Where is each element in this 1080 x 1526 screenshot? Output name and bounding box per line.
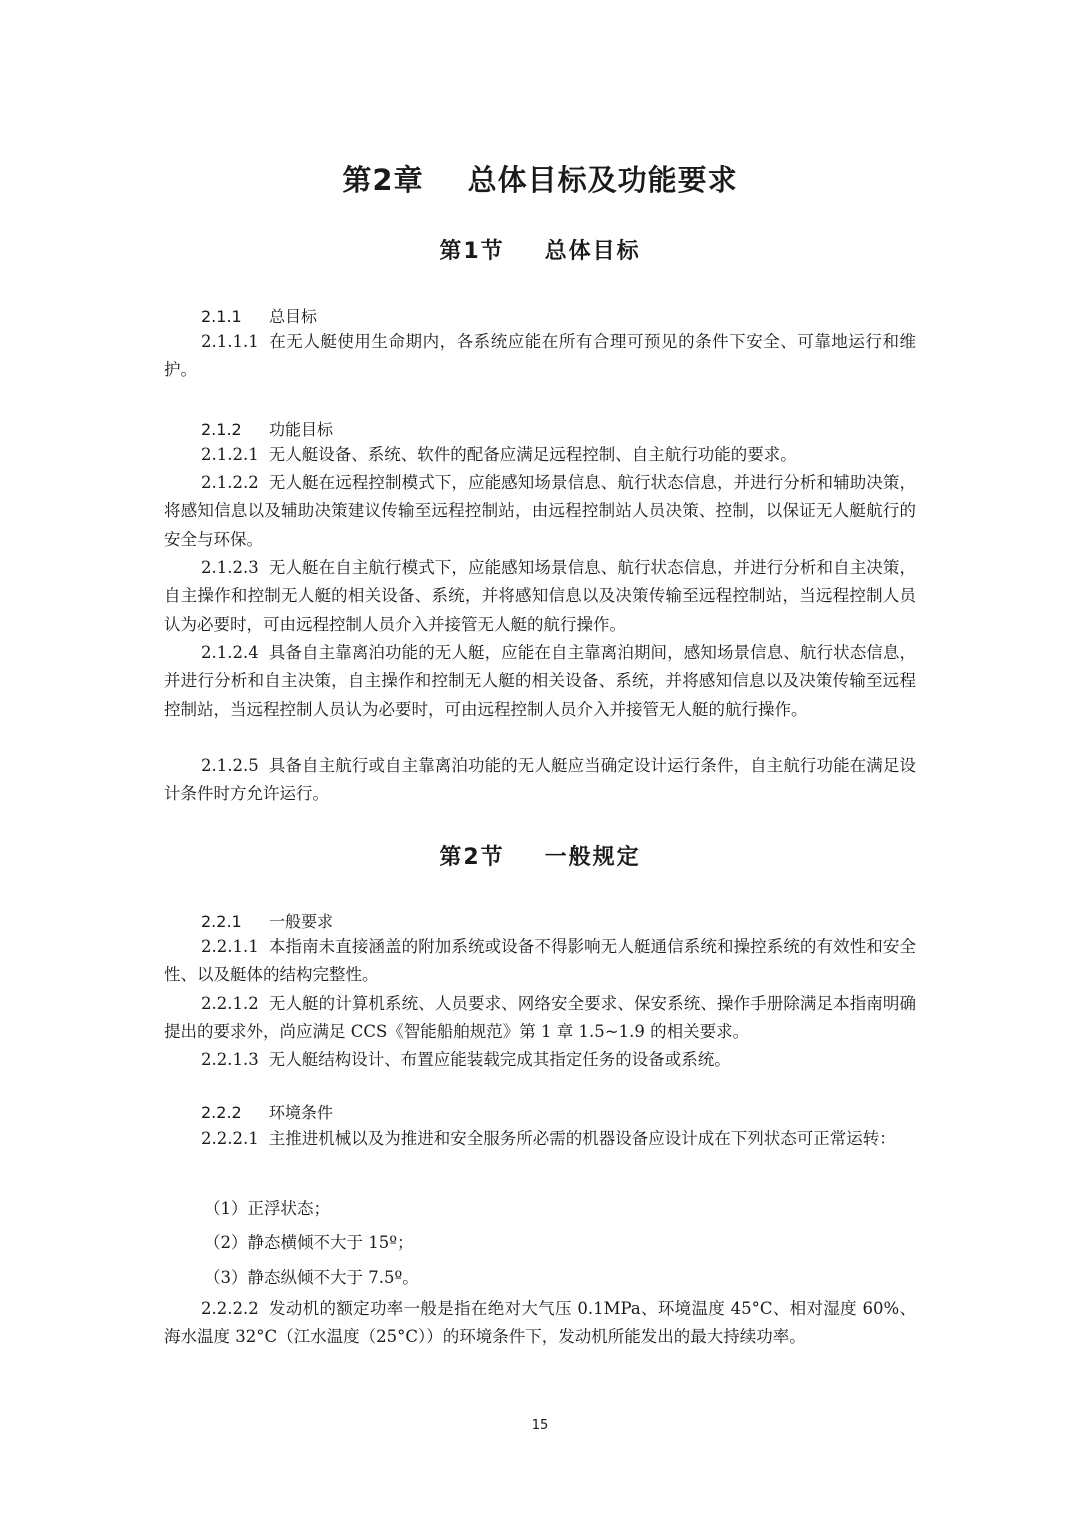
heading-text: 一般要求 [269,912,334,931]
paragraph-2-1-2-5 [164,752,916,809]
heading-2-1-1 [201,304,317,327]
paragraph-number: 2.2.1.1 [201,937,259,956]
paragraph-2-2-2-2 [164,1295,916,1352]
paragraph-number: 2.1.2.5 [201,756,259,775]
heading-2-2-1 [201,909,333,932]
paragraph-text: 主推进机械以及为推进和安全服务所必需的机器设备应设计成在下列状态可正常运转： [268,1129,896,1148]
paragraph-text: 具备自主航行或自主靠离泊功能的无人艇应当确定设计运行条件，自主航行功能在满足设计条件时方允许运行。 [164,756,916,804]
section-1-number: 第1节 [439,239,505,264]
paragraph-2-1-2-4 [164,639,916,724]
heading-2-1-2 [201,417,333,440]
paragraph-text: 无人艇在远程控制模式下，应能感知场景信息、航行状态信息，并进行分析和辅助决策，将感知信息以及辅助决策建议传输至远程控制站，由远程控制站人员决策、控制，以保证无人艇航行的安全与环保。 [164,473,916,549]
paragraph-text: 无人艇在自主航行模式下，应能感知场景信息、航行状态信息，并进行分析和自主决策，自主操作和控制无人艇的相关设备、系统，并将感知信息以及决策传输至远程控制站，当远程控制人员认为必要时，可由远程控制人员介入并接管无人艇的航行操作。 [164,558,916,634]
paragraph-number: 2.2.2.1 [201,1129,259,1148]
page-number: 15 [531,1418,549,1433]
paragraph-2-2-2-1 [164,1125,916,1153]
paragraph-number: 2.2.1.2 [201,994,259,1013]
chapter-title-text: 总体目标及功能要求 [467,163,738,197]
paragraph-number: 2.2.1.3 [201,1050,259,1069]
paragraph-number: 2.1.2.4 [201,643,259,662]
heading-number: 2.2.2 [201,1103,242,1122]
section-1-title-text: 总体目标 [544,239,641,264]
section-2-title-text: 一般规定 [544,845,641,870]
paragraph-text: 在无人艇使用生命期内，各系统应能在所有合理可预见的条件下安全、可靠地运行和维护。 [164,332,916,380]
paragraph-text: 本指南未直接涵盖的附加系统或设备不得影响无人艇通信系统和操控系统的有效性和安全性、以及艇体的结构完整性。 [164,937,916,985]
section-1-title [0,234,1080,265]
paragraph-number: 2.1.2.1 [201,445,259,464]
heading-number: 2.1.1 [201,307,242,326]
paragraph-text: 发动机的额定功率一般是指在绝对大气压 0.1MPa、环境温度 45°C、相对湿度 60%、海水温度 32°C（江水温度（25°C））的环境条件下，发动机所能发出的最大持续功率。 [164,1299,916,1347]
paragraph-number: 2.1.1.1 [201,332,259,351]
heading-number: 2.1.2 [201,420,242,439]
paragraph-2-1-2-3 [164,554,916,639]
paragraph-2-2-1-1 [164,933,916,990]
paragraph-text: 无人艇设备、系统、软件的配备应满足远程控制、自主航行功能的要求。 [268,445,797,464]
paragraph-number: 2.2.2.2 [201,1299,259,1318]
list-item: （1）正浮状态； [204,1199,330,1218]
paragraph-text: 具备自主靠离泊功能的无人艇，应能在自主靠离泊期间，感知场景信息、航行状态信息，并进行分析和自主决策，自主操作和控制无人艇的相关设备、系统，并将感知信息以及决策传输至远程控制站，当远程控制人员认为必要时，可由远程控制人员介入并接管无人艇的航行操作。 [164,643,916,719]
heading-text: 总目标 [269,307,318,326]
paragraph-number: 2.1.2.3 [201,558,259,577]
paragraph-2-1-2-2 [164,469,916,554]
list-item: （2）静态横倾不大于 15º； [204,1233,414,1252]
heading-text: 功能目标 [269,420,334,439]
chapter-title [0,158,1080,199]
paragraph-text: 无人艇结构设计、布置应能装载完成其指定任务的设备或系统。 [268,1050,731,1069]
paragraph-2-1-2-1 [164,441,916,469]
paragraph-2-2-1-3 [164,1046,916,1074]
heading-2-2-2 [201,1100,333,1123]
heading-number: 2.2.1 [201,912,242,931]
paragraph-2-1-1-1 [164,328,916,385]
paragraph-text: 无人艇的计算机系统、人员要求、网络安全要求、保安系统、操作手册除满足本指南明确提出的要求外，尚应满足 CCS《智能船舶规范》第 1 章 1.5~1.9 的相关要求。 [164,994,916,1042]
chapter-number: 第2章 [342,163,424,197]
paragraph-2-2-1-2 [164,990,916,1047]
section-2-title [0,840,1080,871]
section-2-number: 第2节 [439,845,505,870]
list-item: （3）静态纵倾不大于 7.5º。 [204,1268,419,1287]
paragraph-number: 2.1.2.2 [201,473,259,492]
heading-text: 环境条件 [269,1103,334,1122]
